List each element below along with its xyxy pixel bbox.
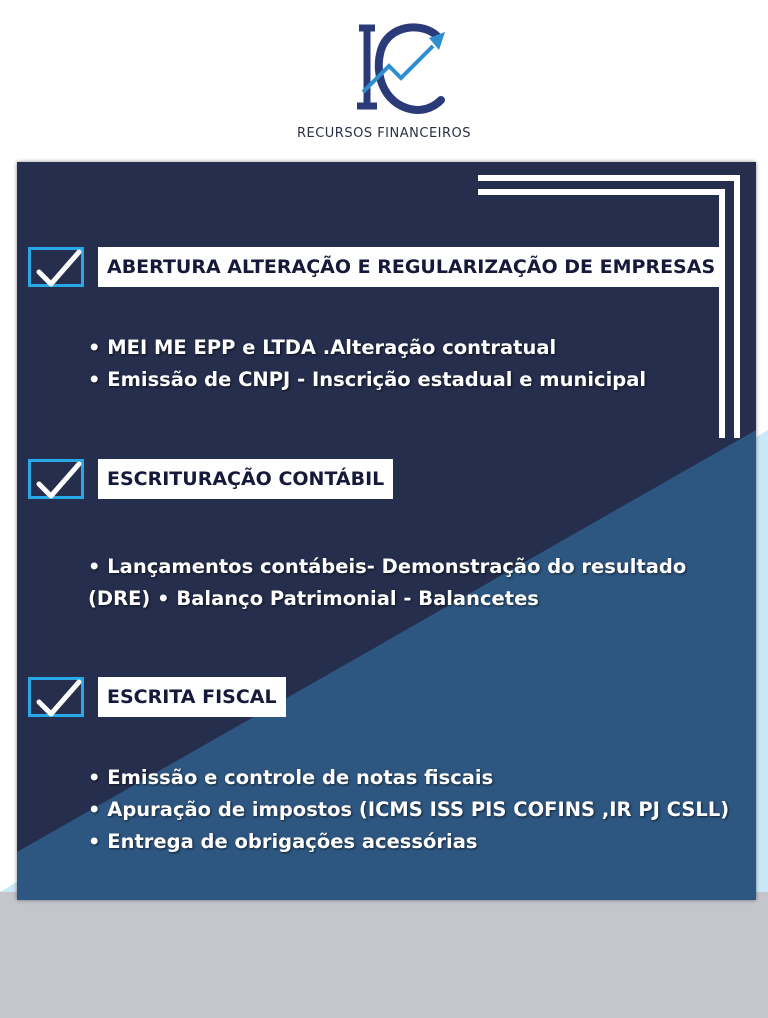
logo-chart-arrow-icon	[345, 20, 465, 120]
section-header	[28, 459, 393, 499]
bullet-line: (DRE) • Balanço Patrimonial - Balancetes	[88, 587, 539, 610]
frame-line-top-1	[478, 175, 740, 181]
checkbox	[28, 459, 84, 499]
frame-line-right-1	[734, 175, 740, 438]
section-header	[28, 677, 286, 717]
bullet-line: • Emissão e controle de notas fiscais	[88, 766, 494, 789]
checkmark-icon	[33, 458, 83, 500]
frame-line-right-2	[719, 189, 725, 438]
section-title: ABERTURA ALTERAÇÃO E REGULARIZAÇÃO DE EMPRESAS	[98, 247, 724, 287]
checkmark-icon	[33, 246, 83, 288]
bullet-line: • MEI ME EPP e LTDA .Alteração contratual	[88, 336, 557, 359]
company-logo	[345, 20, 465, 120]
section-bullets	[88, 551, 686, 615]
section-bullets	[88, 762, 729, 858]
frame-line-top-2	[478, 189, 725, 195]
section-header	[28, 247, 724, 287]
section-title: ESCRITA FISCAL	[98, 677, 286, 717]
brand-tagline: RECURSOS FINANCEIROS	[296, 126, 472, 141]
section-title: ESCRITURAÇÃO CONTÁBIL	[98, 459, 393, 499]
section-bullets	[88, 332, 646, 396]
checkmark-icon	[33, 676, 83, 718]
bullet-line: • Apuração de impostos (ICMS ISS PIS COFINS ,IR PJ CSLL)	[88, 798, 730, 821]
bullet-line: • Lançamentos contábeis- Demonstração do resultado	[88, 555, 687, 578]
footer-band	[0, 892, 768, 1018]
checkbox	[28, 247, 84, 287]
bullet-line: • Entrega de obrigações acessórias	[88, 830, 478, 853]
services-card	[17, 162, 756, 900]
bullet-line: • Emissão de CNPJ - Inscrição estadual e municipal	[88, 368, 647, 391]
checkbox	[28, 677, 84, 717]
